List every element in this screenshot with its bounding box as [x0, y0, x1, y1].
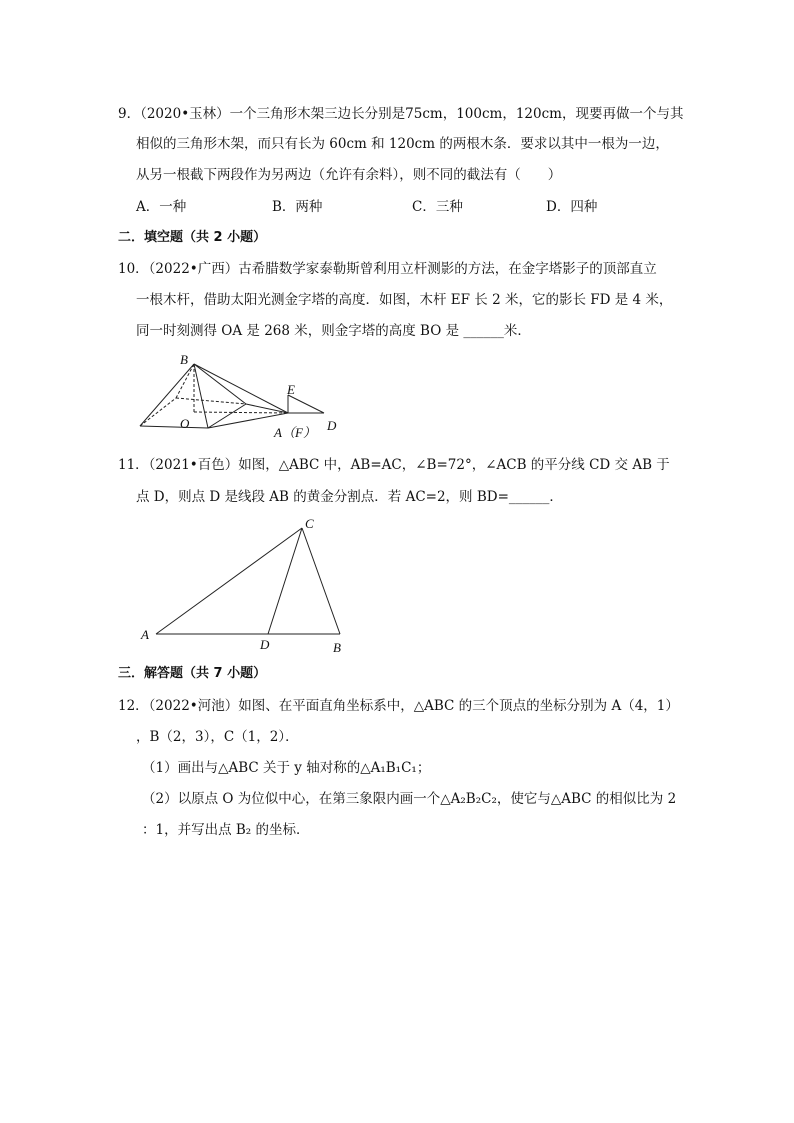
q9-line-1: 9．（2020•玉林）一个三角形木架三边长分别是75cm，100cm，120cm，现要再做一个与其 — [118, 106, 684, 122]
triangle-figure — [135, 510, 360, 660]
label-c: C — [305, 516, 314, 531]
q12-part-2-line-2: ：1，并写出点 B₂ 的坐标． — [142, 822, 310, 838]
q10-line-3: 同一时刻测得 OA 是 268 米，则金字塔的高度 BO 是 ______米． — [136, 323, 531, 339]
q12-part-1: （1）画出与△ABC 关于 y 轴对称的△A₁B₁C₁； — [142, 760, 431, 776]
q9-option-d: D．四种 — [546, 199, 598, 215]
label-d: D — [260, 637, 270, 652]
section-title-fill-in: 二．填空题（共 2 小题） — [118, 230, 267, 245]
label-e: E — [287, 382, 295, 397]
q9-line-2: 相似的三角形木架，而只有长为 60cm 和 120cm 的两根木条．要求以其中一根为一边， — [136, 136, 669, 152]
label-b: B — [180, 352, 188, 367]
label-d: D — [327, 418, 337, 433]
q10-line-1: 10．（2022•广西）古希腊数学家泰勒斯曾利用立杆测影的方法，在金字塔影子的顶部直立 — [118, 261, 657, 277]
pyramid-figure — [130, 348, 360, 438]
label-o: O — [180, 416, 190, 431]
q12-part-2-line-1: （2）以原点 O 为位似中心，在第三象限内画一个△A₂B₂C₂，使它与△ABC 的相似比为 2 — [142, 791, 677, 807]
label-b: B — [333, 640, 341, 655]
q10-line-2: 一根木杆，借助太阳光测金字塔的高度．如图，木杆 EF 长 2 米，它的影长 FD 是 4 米， — [136, 292, 673, 308]
q12-line-1: 12．（2022•河池）如图、在平面直角坐标系中，△ABC 的三个顶点的坐标分别为 A（4，1） — [118, 698, 679, 714]
q9-line-3: 从另一根截下两段作为另两边（允许有余料），则不同的截法有（ ） — [136, 167, 562, 183]
section-title-solutions: 三．解答题（共 7 小题） — [118, 666, 267, 681]
q11-line-1: 11．（2021•百色）如图，△ABC 中，AB=AC，∠B=72°，∠ACB 的平分线 CD 交 AB 于 — [118, 457, 670, 473]
q11-line-2: 点 D，则点 D 是线段 AB 的黄金分割点．若 AC=2，则 BD=______． — [136, 489, 563, 505]
q9-option-c: C．三种 — [412, 199, 463, 215]
label-a-f: A（F） — [274, 425, 316, 438]
q12-line-2: ，B（2，3），C（1，2）． — [136, 729, 299, 745]
q9-option-b: B．两种 — [272, 199, 323, 215]
label-a: A — [141, 627, 149, 642]
q9-option-a: A．一种 — [136, 199, 187, 215]
